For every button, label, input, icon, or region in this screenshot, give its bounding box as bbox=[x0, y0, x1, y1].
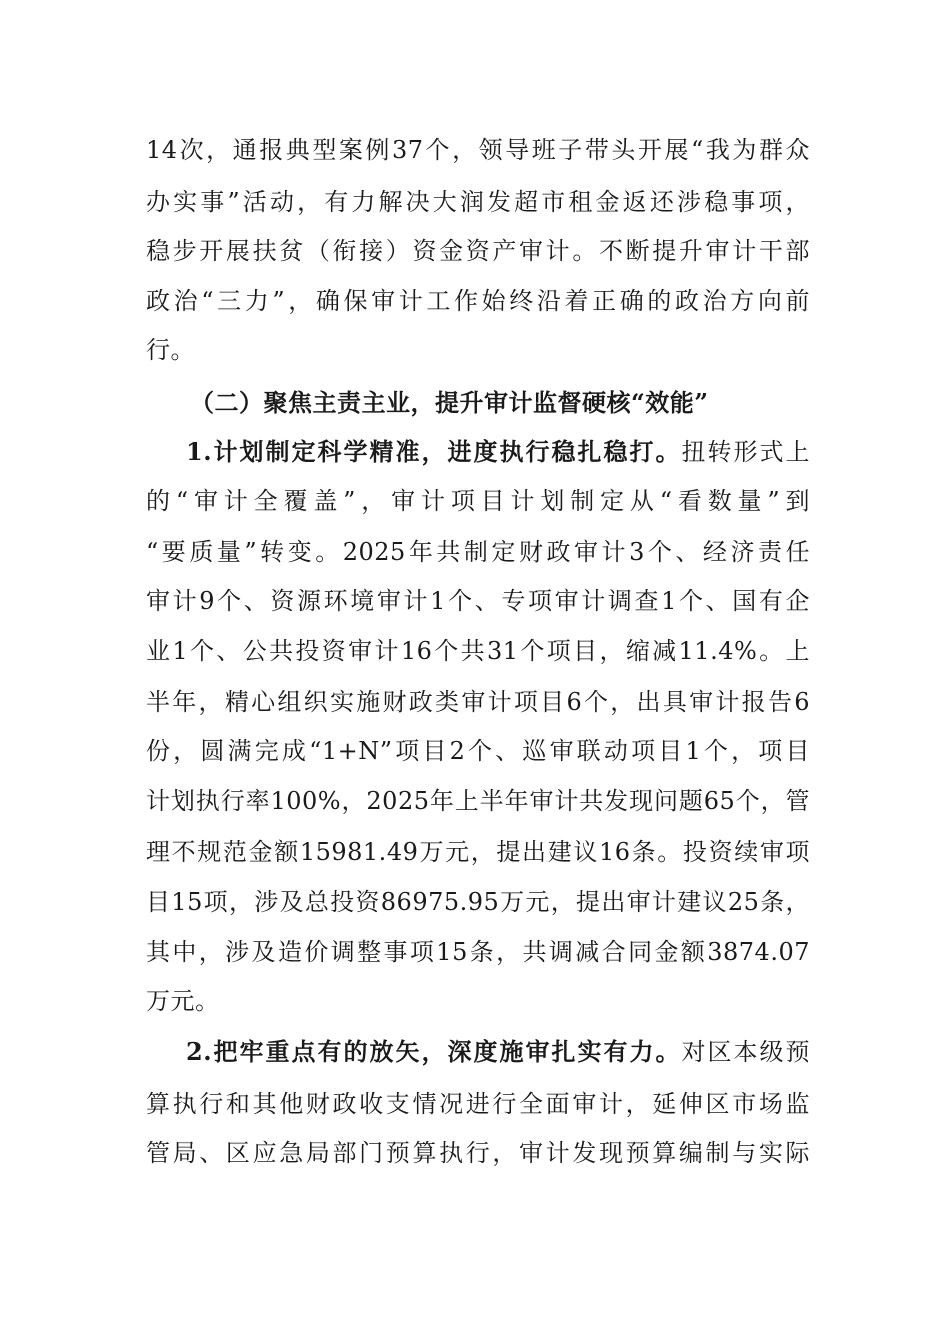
paragraph-line: 理不规范金额15981.49万元，提出建议16条。投资续审项 bbox=[146, 838, 810, 866]
paragraph-line: 行。 bbox=[146, 336, 195, 364]
item2-first-line bbox=[186, 1026, 810, 1078]
item1-lead: 1.计划制定科学精准，进度执行稳扎稳打。 bbox=[186, 437, 682, 466]
paragraph-line: 业1个、公共投资审计16个共31个项目，缩减11.4%。上 bbox=[146, 637, 810, 665]
item1-lead-rest: 扭转形式上 bbox=[681, 438, 811, 466]
paragraph-line: 政治“三力”，确保审计工作始终沿着正确的政治方向前 bbox=[146, 287, 810, 315]
paragraph-line: 算执行和其他财政收支情况进行全面审计，延伸区市场监 bbox=[146, 1090, 810, 1118]
item1-first-line bbox=[186, 426, 810, 478]
paragraph-line: 14次，通报典型案例37个，领导班子带头开展“我为群众 bbox=[146, 136, 810, 164]
item2-lead: 2.把牢重点有的放矢，深度施审扎实有力。 bbox=[186, 1037, 682, 1066]
section-heading: （二）聚焦主责主业，提升审计监督硬核“效能” bbox=[190, 388, 709, 417]
paragraph-line: 的“审计全覆盖”，审计项目计划制定从“看数量”到 bbox=[146, 487, 810, 515]
paragraph-line: 目15项，涉及总投资86975.95万元，提出审计建议25条， bbox=[146, 888, 810, 916]
paragraph-line: 万元。 bbox=[146, 987, 220, 1015]
paragraph-line: 管局、区应急局部门预算执行，审计发现预算编制与实际 bbox=[146, 1139, 810, 1167]
paragraph-line: “要质量”转变。2025年共制定财政审计3个、经济责任 bbox=[146, 538, 810, 566]
paragraph-line: 审计9个、资源环境审计1个、专项审计调查1个、国有企 bbox=[146, 587, 810, 615]
paragraph-line: 其中，涉及造价调整事项15条，共调减合同金额3874.07 bbox=[146, 938, 810, 966]
paragraph-line: 计划执行率100%，2025年上半年审计共发现问题65个，管 bbox=[146, 787, 810, 815]
paragraph-line: 半年，精心组织实施财政类审计项目6个，出具审计报告6 bbox=[146, 688, 810, 716]
paragraph-line: 稳步开展扶贫（衔接）资金资产审计。不断提升审计干部 bbox=[146, 237, 810, 265]
paragraph-line: 办实事”活动，有力解决大润发超市租金返还涉稳事项， bbox=[146, 188, 810, 216]
paragraph-line: 份，圆满完成“1+N”项目2个、巡审联动项目1个，项目 bbox=[146, 737, 810, 765]
item2-lead-rest: 对区本级预 bbox=[681, 1038, 811, 1066]
